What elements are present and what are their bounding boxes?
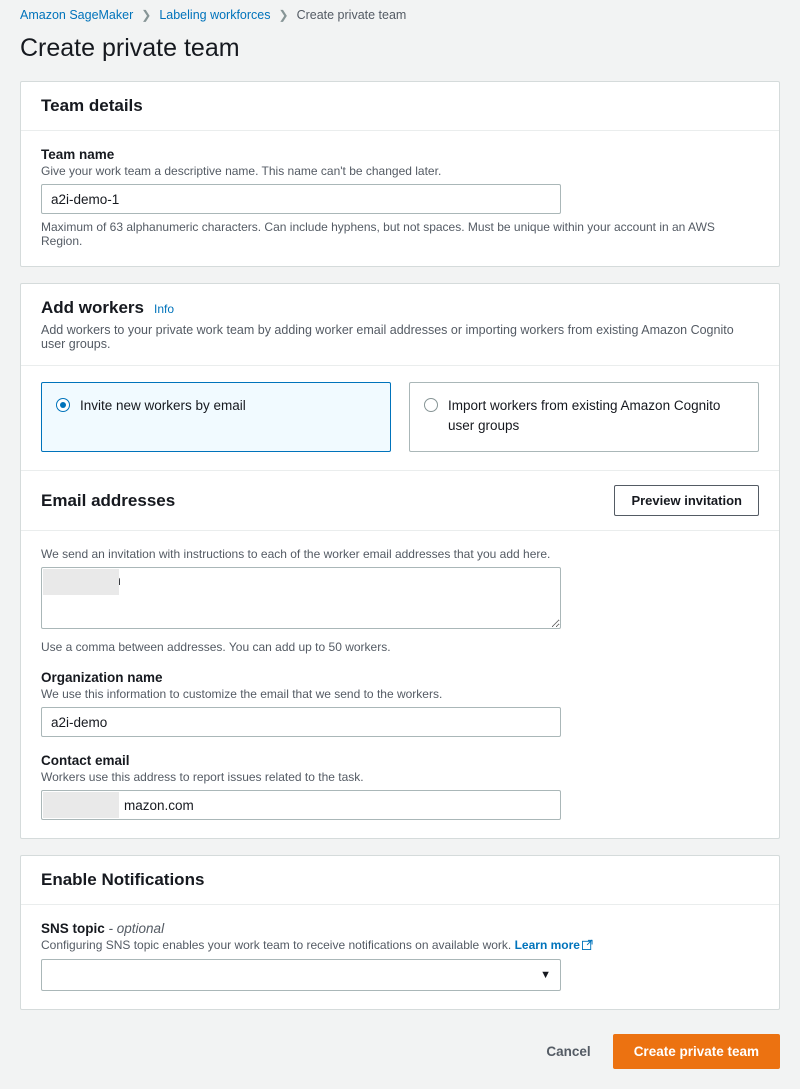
email-addresses-body	[21, 531, 779, 838]
add-workers-header	[21, 284, 779, 366]
team-details-body	[21, 131, 779, 266]
team-details-card	[20, 81, 780, 267]
add-workers-option-group	[21, 366, 779, 471]
contact-email-label: Contact email	[41, 753, 130, 768]
email-addresses-textarea[interactable]	[41, 567, 561, 629]
team-name-hint: Give your work team a descriptive name. This name can't be changed later.	[41, 164, 442, 178]
radio-tile-invite-new-workers[interactable]	[41, 382, 391, 452]
add-workers-title: Add workers	[41, 298, 144, 317]
email-addresses-textarea-wrapper	[41, 567, 561, 634]
team-name-label: Team name	[41, 147, 115, 162]
add-workers-info-link[interactable]: Info	[153, 302, 174, 316]
team-name-input[interactable]	[41, 184, 561, 214]
create-private-team-button[interactable]: Create private team	[613, 1034, 780, 1069]
sns-topic-label	[41, 921, 759, 936]
email-addresses-title: Email addresses	[41, 490, 176, 510]
radio-tile-import-cognito[interactable]	[409, 382, 759, 452]
breadcrumb-separator-icon: ❯	[278, 8, 289, 22]
organization-name-input[interactable]	[41, 707, 561, 737]
preview-invitation-button[interactable]: Preview invitation	[614, 485, 759, 516]
enable-notifications-header	[21, 856, 779, 905]
email-addresses-hint: We send an invitation with instructions to each of the worker email addresses that you add here.	[41, 547, 551, 561]
page-title: Create private team	[20, 34, 240, 62]
sns-topic-select[interactable]	[41, 959, 561, 991]
breadcrumb-item-create-private-team: Create private team	[296, 8, 407, 22]
radio-tile-invite-new-workers-label: Invite new workers by email	[80, 398, 246, 413]
sns-topic-hint-text: Configuring SNS topic enables your work team to receive notifications on available work.	[41, 938, 512, 952]
enable-notifications-body	[21, 905, 779, 1009]
breadcrumb-separator-icon: ❯	[141, 8, 152, 22]
radio-icon-selected[interactable]	[56, 398, 70, 412]
team-name-footnote: Maximum of 63 alphanumeric characters. Can include hyphens, but not spaces. Must be unique within your account in an AWS Region.	[41, 220, 715, 248]
contact-email-wrapper	[41, 790, 561, 820]
email-addresses-footnote: Use a comma between addresses. You can add up to 50 workers.	[41, 640, 391, 654]
team-details-header	[21, 82, 779, 131]
radio-tile-import-cognito-label: Import workers from existing Amazon Cognito user groups	[448, 398, 721, 433]
email-addresses-header	[21, 471, 779, 531]
sns-topic-label-text: SNS topic	[41, 921, 105, 936]
enable-notifications-title: Enable Notifications	[41, 870, 205, 889]
learn-more-label: Learn more	[514, 938, 580, 952]
enable-notifications-card	[20, 855, 780, 1010]
external-link-icon	[582, 939, 593, 953]
add-workers-card	[20, 283, 780, 839]
breadcrumb	[20, 0, 780, 26]
cancel-button[interactable]: Cancel	[532, 1035, 604, 1068]
chevron-down-icon: ▼	[540, 969, 551, 981]
sns-topic-hint	[41, 938, 759, 953]
breadcrumb-item-sagemaker[interactable]: Amazon SageMaker	[20, 8, 134, 22]
learn-more-link[interactable]	[515, 938, 593, 952]
breadcrumb-item-labeling-workforces[interactable]: Labeling workforces	[159, 8, 271, 22]
form-actions	[20, 1026, 780, 1089]
radio-icon-unselected[interactable]	[424, 398, 438, 412]
sns-topic-optional-text: - optional	[108, 921, 165, 936]
contact-email-input[interactable]	[41, 790, 561, 820]
organization-name-hint: We use this information to customize the email that we send to the workers.	[41, 687, 443, 701]
team-details-title: Team details	[41, 96, 143, 115]
organization-name-label: Organization name	[41, 670, 163, 685]
add-workers-description: Add workers to your private work team by adding worker email addresses or importing workers from existing Amazon Cognito user groups.	[41, 323, 734, 351]
contact-email-hint: Workers use this address to report issues related to the task.	[41, 770, 364, 784]
